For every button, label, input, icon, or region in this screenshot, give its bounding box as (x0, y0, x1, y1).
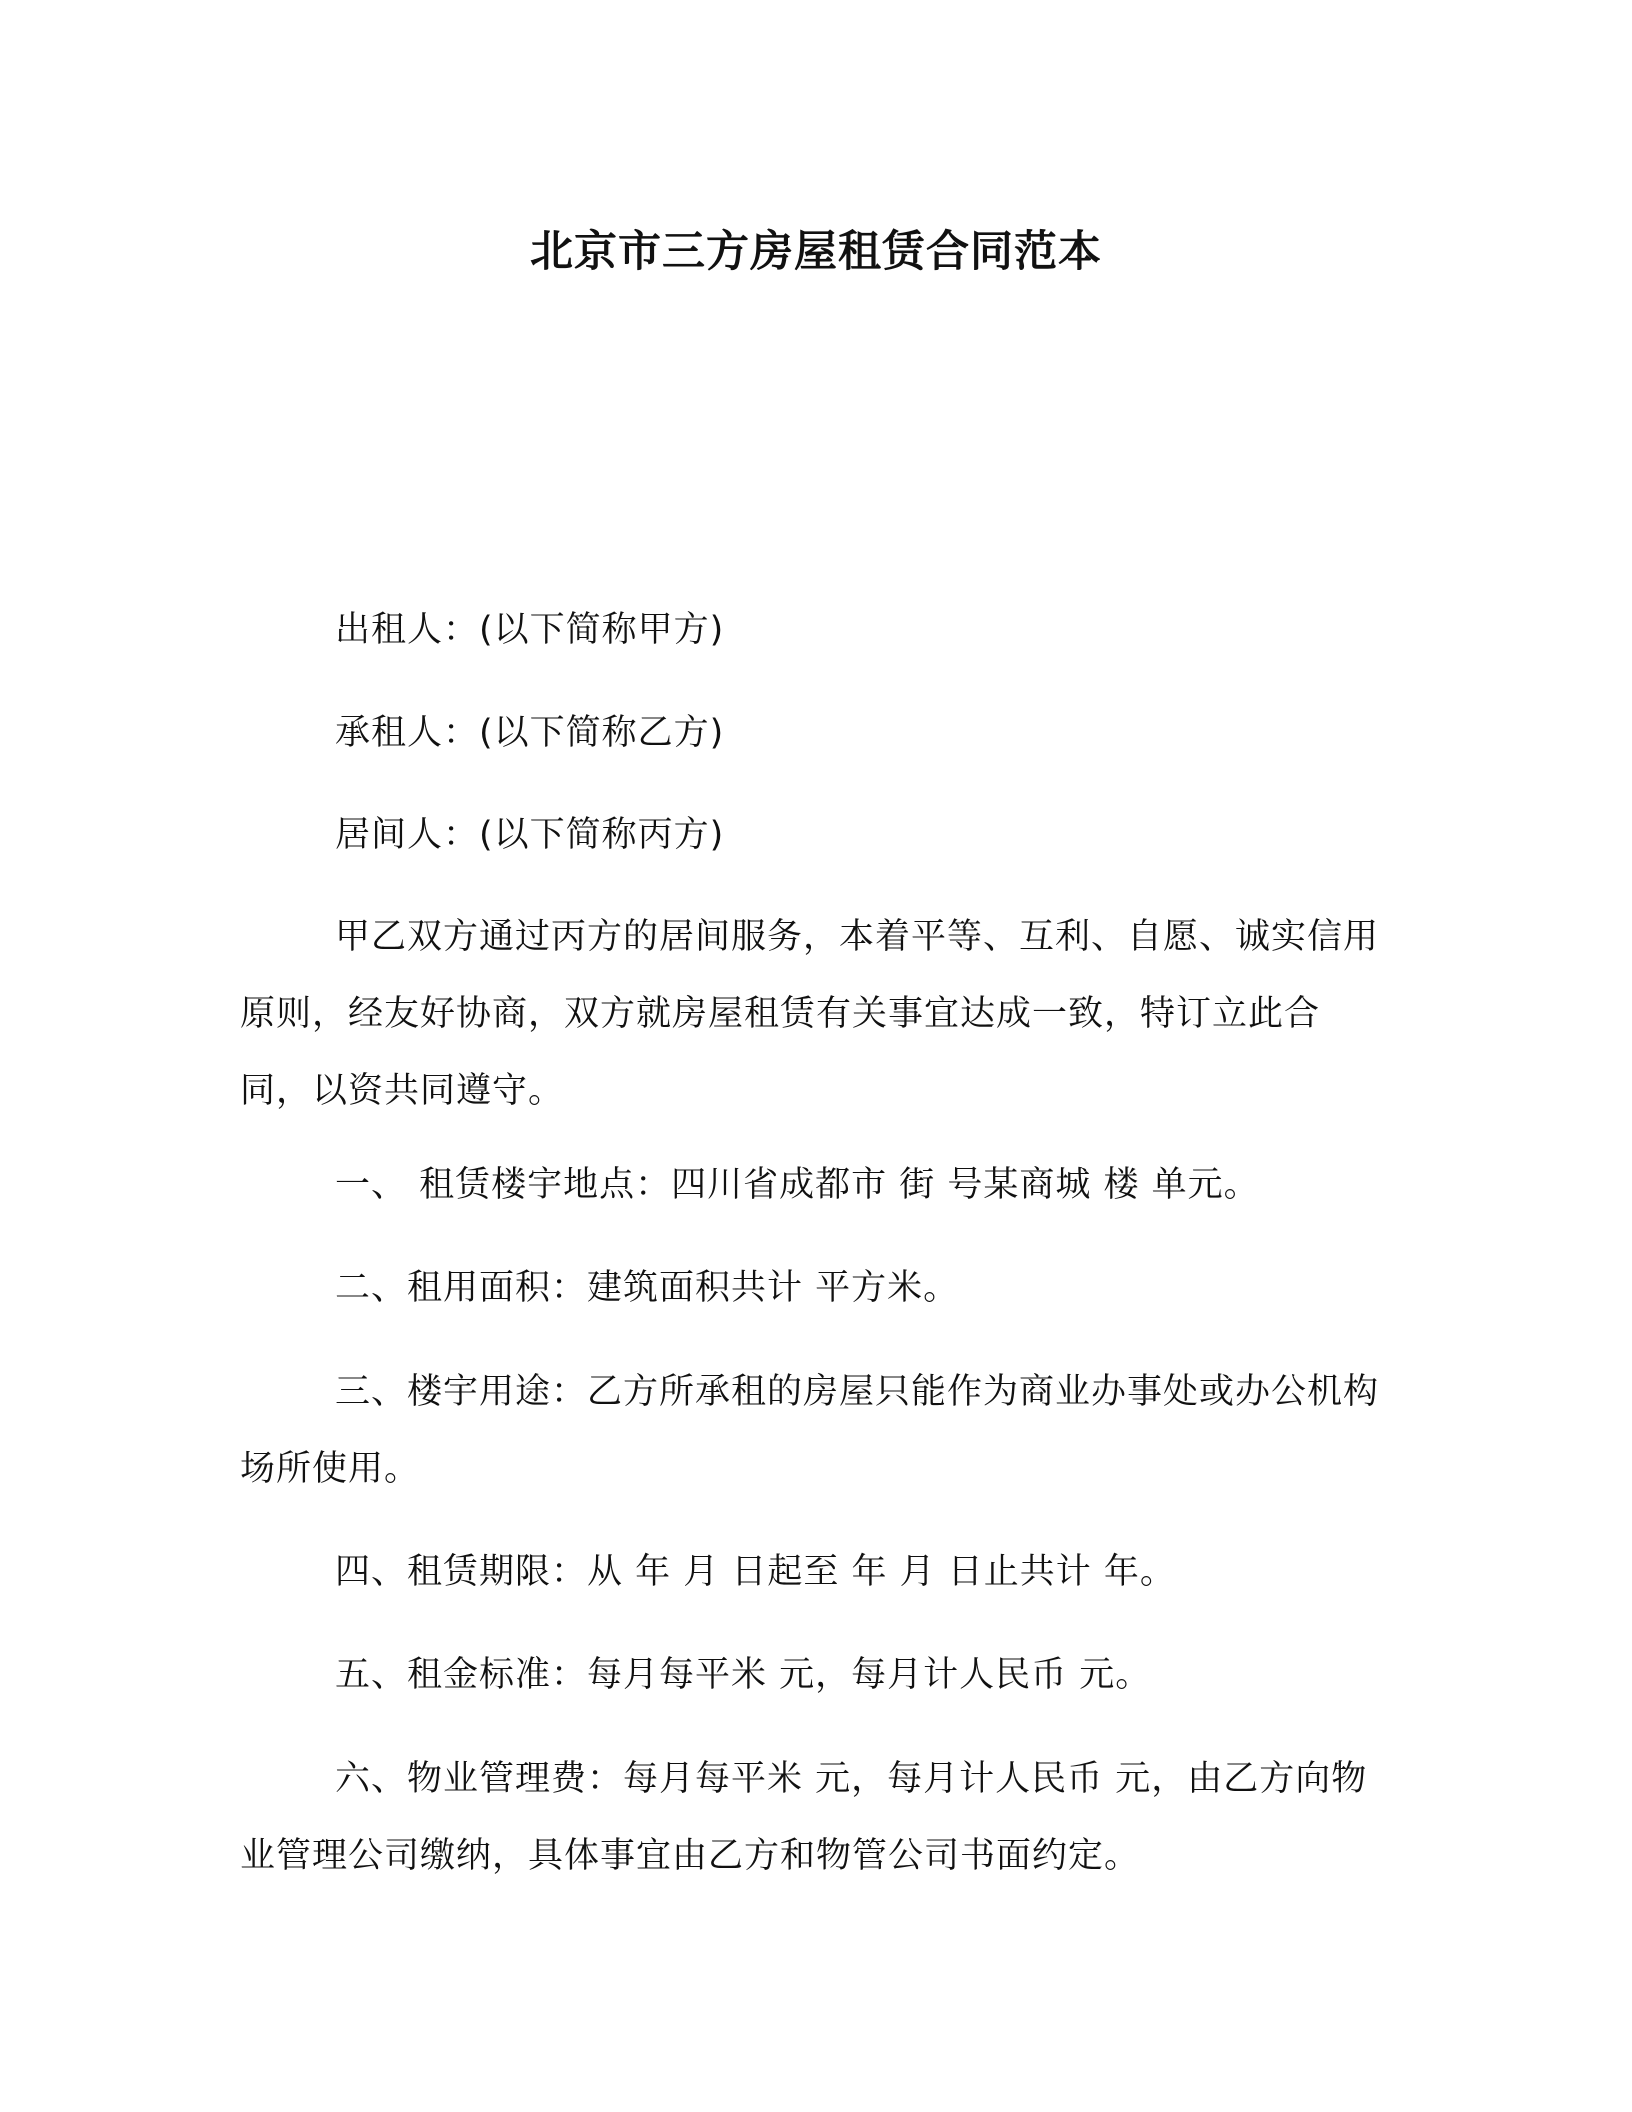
preamble-paragraph: 甲乙双方通过丙方的居间服务，本着平等、互利、自愿、诚实信用原则，经友好协商，双方就房屋租赁有关事宜达成一致，特订立此合同，以资共同遵守。 (240, 917, 1380, 1111)
clause-2-area: 二、租用面积：建筑面积共计 平方米。 (335, 1268, 960, 1308)
clause-5-rent: 五、租金标准：每月每平米 元，每月计人民币 元。 (335, 1655, 1152, 1695)
party-lessor: 出租人：(以下简称甲方) (335, 610, 725, 650)
party-lessee: 承租人：(以下简称乙方) (335, 713, 725, 753)
document-title: 北京市三方房屋租赁合同范本 (530, 227, 1102, 277)
clause-3-usage: 三、楼宇用途：乙方所承租的房屋只能作为商业办事处或办公机构场所使用。 (240, 1372, 1380, 1489)
clause-1-location: 一、 租赁楼宇地点：四川省成都市 街 号某商城 楼 单元。 (335, 1165, 1260, 1205)
party-intermediary: 居间人：(以下简称丙方) (335, 815, 725, 855)
clause-4-term: 四、租赁期限：从 年 月 日起至 年 月 日止共计 年。 (335, 1552, 1176, 1592)
clause-6-property-fee: 六、物业管理费：每月每平米 元，每月计人民币 元，由乙方向物业管理公司缴纳，具体事宜由乙方和物管公司书面约定。 (240, 1759, 1368, 1876)
